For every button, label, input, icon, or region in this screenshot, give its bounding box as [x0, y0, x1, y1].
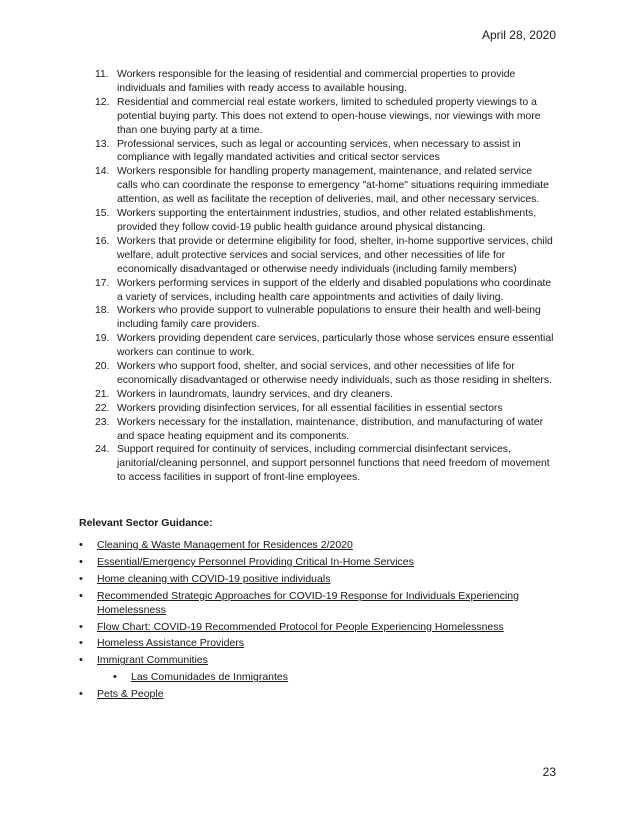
guidance-link-in-home-services[interactable]: Essential/Emergency Personnel Providing Critical In-Home Services — [97, 555, 414, 568]
item-text: Workers in laundromats, laundry services, and dry cleaners. — [117, 388, 393, 400]
list-item — [95, 416, 555, 444]
bullet-icon: • — [79, 637, 83, 650]
bullet-icon: • — [79, 539, 83, 551]
item-text: Workers providing disinfection services, for all essential facilities in essential sectors — [117, 402, 503, 414]
list-item — [95, 332, 555, 360]
bullet-icon: • — [79, 555, 83, 568]
bullet-icon: • — [79, 572, 83, 585]
guidance-list-item — [79, 539, 559, 553]
item-number: 21. — [95, 388, 110, 400]
item-number: 13. — [95, 138, 110, 150]
guidance-link-pets-people[interactable]: Pets & People — [97, 688, 164, 701]
item-text: Support required for continuity of services, including commercial disinfectant services, janitorial/cleaning personnel, and support personnel functions that need freedom of movement to access facilities in support of front-line employees. — [117, 444, 550, 484]
item-text: Professional services, such as legal or accounting services, when necessary to assist in compliance with legally mandated activities and critical sector services — [117, 138, 521, 164]
list-item — [95, 388, 555, 402]
item-text: Workers supporting the entertainment industries, studios, and other related establishments, provided they follow covid-19 public health guidance around physical distancing. — [117, 208, 537, 233]
bullet-icon: • — [79, 688, 83, 701]
page-number: 23 — [542, 765, 556, 779]
bullet-icon: • — [79, 654, 83, 667]
item-text: Workers who support food, shelter, and social services, and other necessities of life for economically disadvantaged or otherwise needy individuals, such as those residing in shelters. — [117, 361, 552, 386]
item-text: Workers responsible for handling property management, maintenance, and related service calls who can coordinate the response to emergency "at-home" situations requiring immediate attention, as well as facilitate the reception of deliveries, mail, and other necessary services. — [117, 166, 549, 206]
item-text: Workers performing services in support of the elderly and disabled populations who coordinate a variety of services, including health care appointments and activities of daily living. — [117, 277, 552, 303]
list-item — [95, 165, 555, 207]
item-number: 14. — [95, 166, 110, 178]
guidance-link-flow-chart[interactable]: Flow Chart: COVID-19 Recommended Protocol for People Experiencing Homelessness — [97, 620, 504, 633]
guidance-link-strategic-approaches[interactable]: Recommended Strategic Approaches for COVID-19 Response for Individuals Experiencing Homelessness — [97, 589, 519, 616]
guidance-list-item — [79, 590, 559, 618]
item-text: Workers who provide support to vulnerable populations to ensure their health and well-being including family care providers. — [117, 305, 541, 331]
item-text: Residential and commercial real estate workers, limited to scheduled property viewings to a potential buying party. This does not extend to open-house viewings, nor viewings with more than one buying party at a time. — [117, 96, 541, 136]
item-number: 11. — [95, 69, 109, 80]
item-number: 19. — [95, 333, 110, 345]
item-number: 17. — [95, 277, 110, 289]
list-item — [95, 443, 555, 485]
item-text: Workers that provide or determine eligibility for food, shelter, in-home supportive services, child welfare, adult protective services and social services, and other necessities of life for economically disadvantaged or otherwise needy individuals (including family members) — [117, 235, 553, 275]
list-item — [95, 277, 555, 305]
item-number: 16. — [95, 235, 110, 247]
list-item — [95, 68, 555, 96]
list-item — [95, 138, 555, 166]
item-number: 12. — [95, 96, 110, 108]
page-date: April 28, 2020 — [481, 28, 556, 42]
guidance-link-homeless-assistance[interactable]: Homeless Assistance Providers — [97, 637, 245, 650]
guidance-list-item — [79, 556, 559, 570]
item-text: Workers necessary for the installation, maintenance, distribution, and manufacturing of water and space heating equipment and its components. — [117, 416, 544, 442]
list-item — [95, 304, 555, 332]
list-item — [95, 96, 555, 138]
item-number: 22. — [95, 402, 110, 414]
item-number: 24. — [95, 444, 110, 456]
item-text: Workers responsible for the leasing of residential and commercial properties to provide individuals and families with ready access to available housing. — [117, 69, 516, 94]
bullet-icon: • — [113, 671, 117, 684]
bullet-icon: • — [79, 620, 83, 633]
guidance-list-item — [79, 688, 559, 702]
guidance-list-item — [79, 573, 559, 587]
list-item — [95, 360, 555, 388]
list-item — [95, 402, 555, 416]
guidance-list-item — [79, 654, 559, 668]
item-number: 20. — [95, 361, 110, 373]
guidance-list-item — [79, 637, 559, 651]
list-item — [95, 235, 555, 277]
list-item — [95, 207, 555, 235]
bullet-icon: • — [79, 589, 83, 602]
guidance-link-immigrant-communities[interactable]: Immigrant Communities — [97, 654, 208, 667]
essential-workers-list — [95, 68, 555, 485]
item-number: 18. — [95, 305, 110, 317]
section-heading: Relevant Sector Guidance: — [79, 517, 213, 529]
guidance-link-list — [79, 539, 559, 702]
sector-guidance-section — [79, 517, 559, 705]
guidance-link-cleaning-waste[interactable]: Cleaning & Waste Management for Residences 2/2020 — [97, 539, 353, 551]
guidance-link-comunidades-inmigrantes[interactable]: Las Comunidades de Inmigrantes — [131, 671, 289, 684]
guidance-list-item — [79, 621, 559, 635]
guidance-link-home-cleaning[interactable]: Home cleaning with COVID-19 positive individuals — [97, 572, 331, 585]
item-text: Workers providing dependent care services, particularly those whose services ensure essential workers can continue to work. — [117, 333, 554, 359]
item-number: 15. — [95, 208, 110, 220]
guidance-list-subitem — [79, 671, 559, 685]
item-number: 23. — [95, 416, 110, 428]
